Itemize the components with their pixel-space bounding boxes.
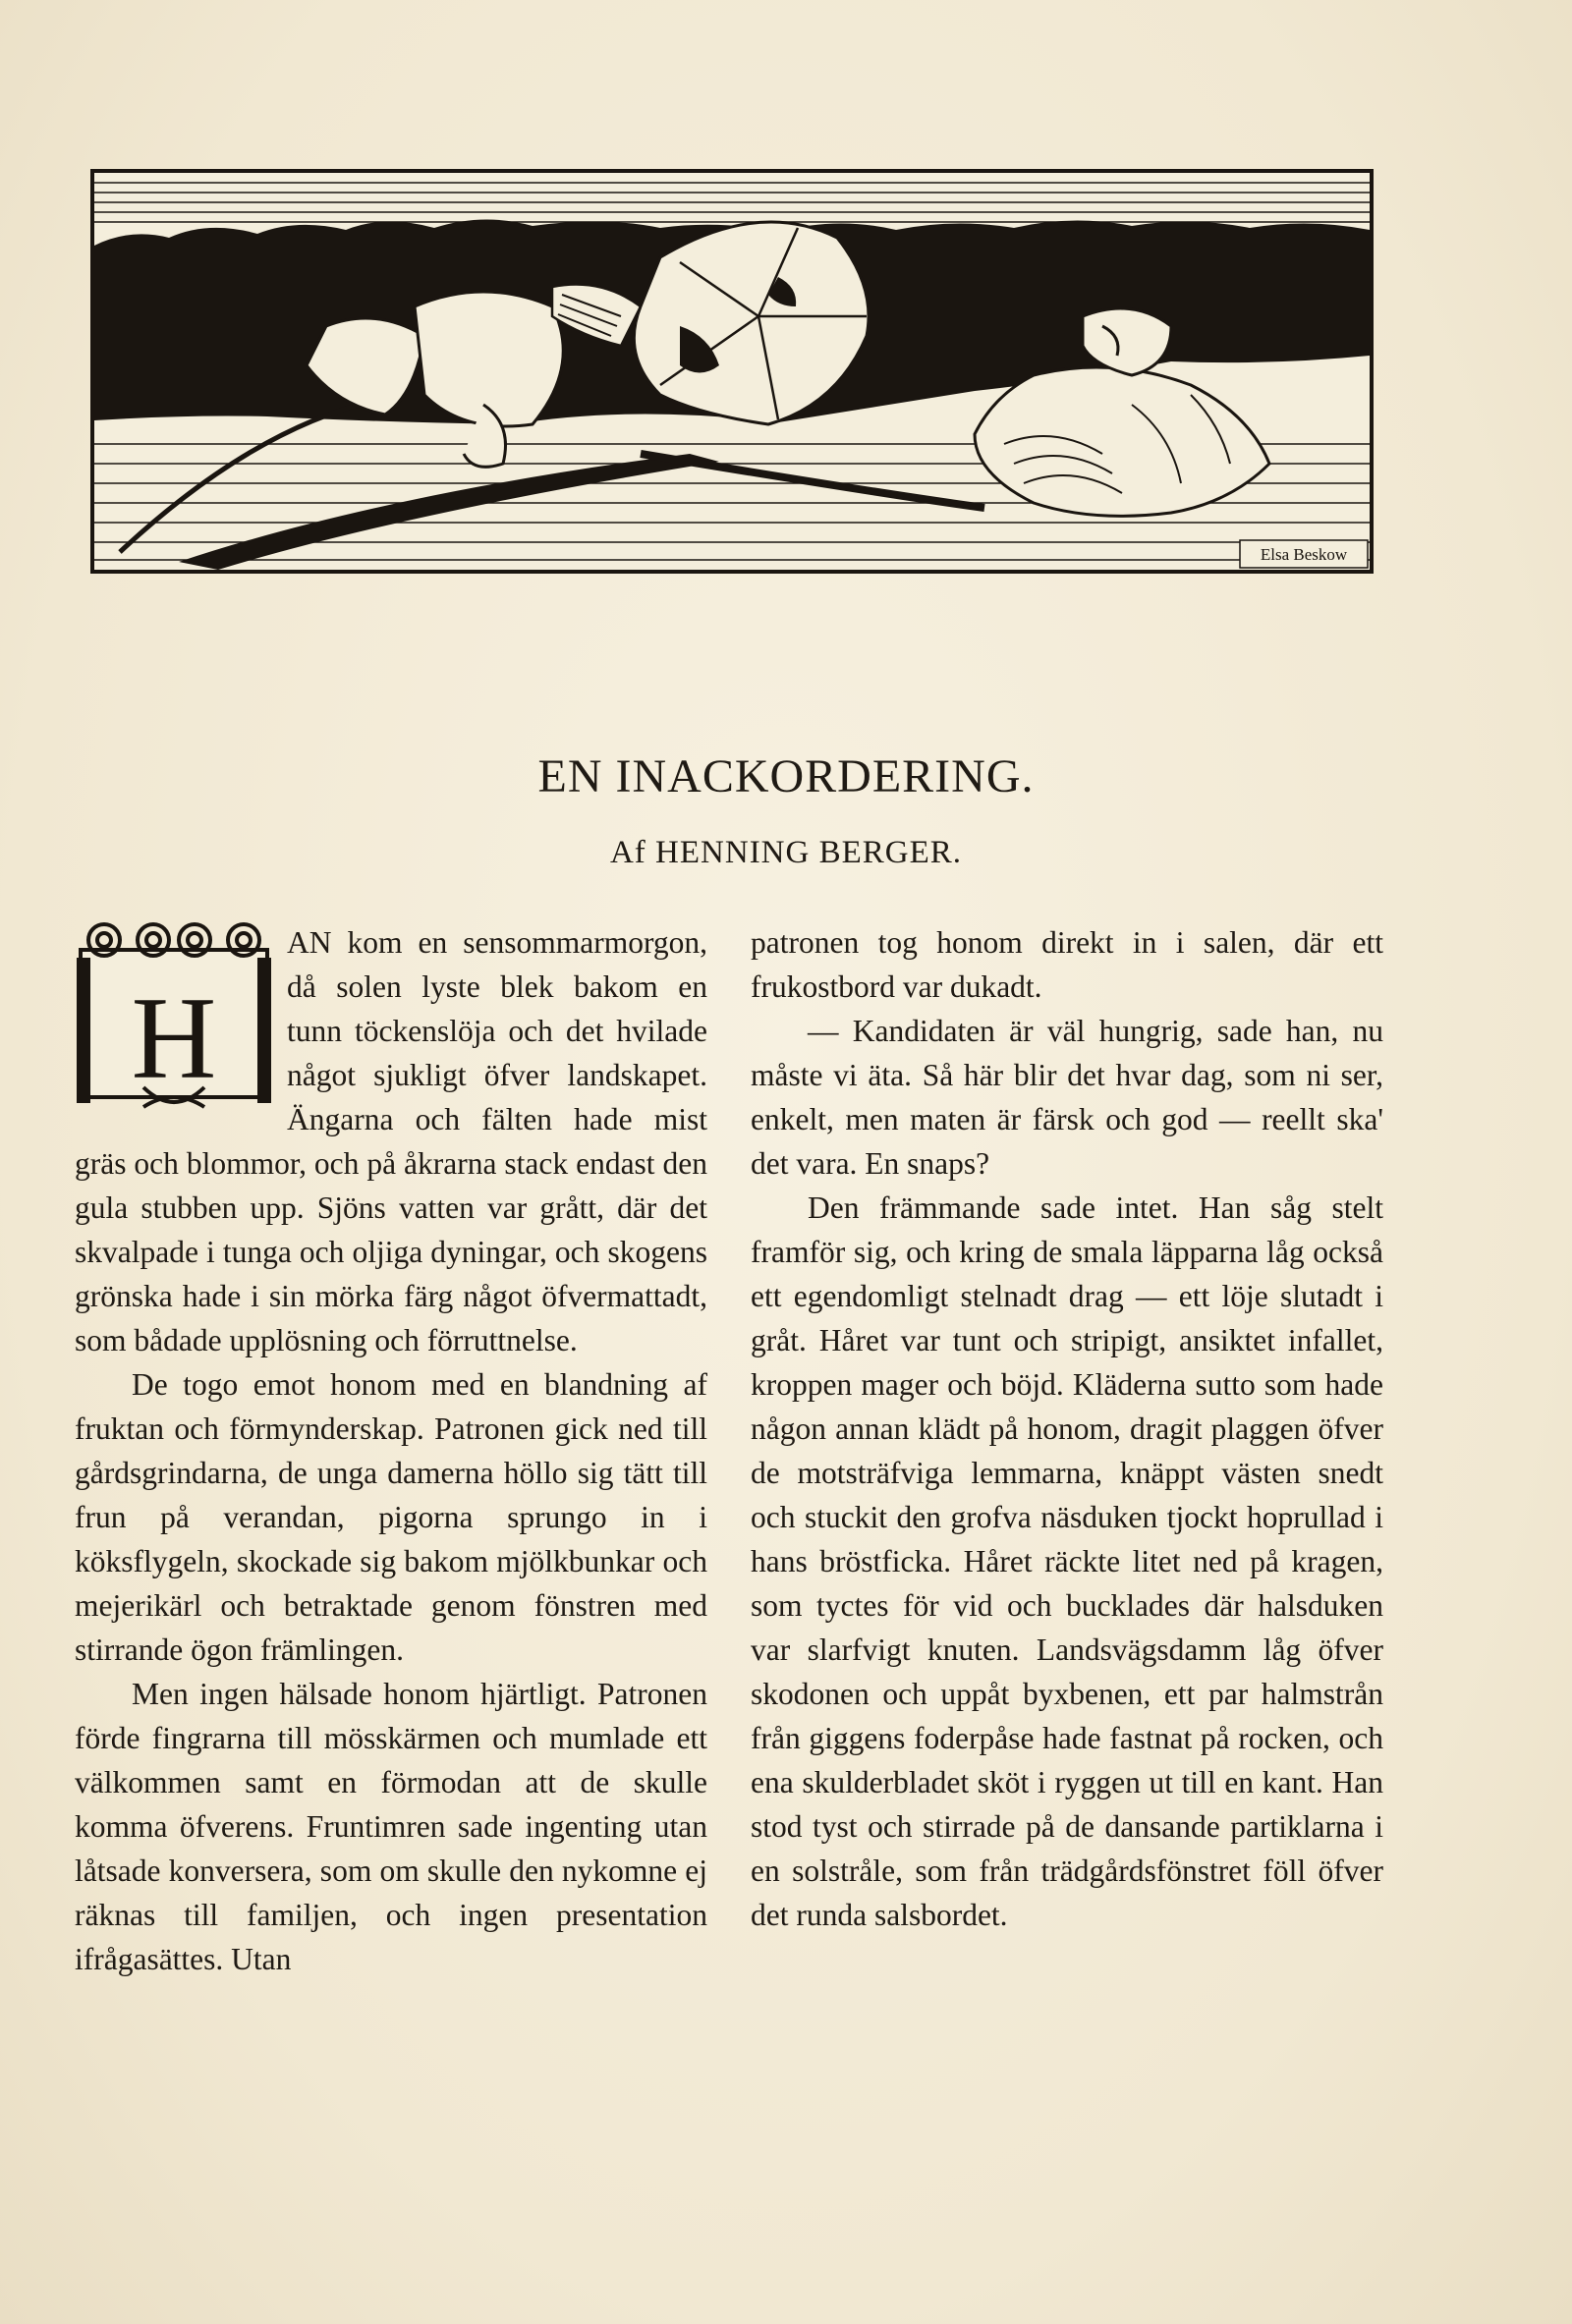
article-title: EN INACKORDERING.: [537, 750, 1035, 802]
article-byline: Af HENNING BERGER.: [609, 835, 963, 870]
drop-cap: [75, 920, 273, 1123]
left-paragraph-3: Men ingen hälsade honom hjärtligt. Patronen förde fingrarna till mösskärmen och mumlade ett välkommen samt en förmodan att de skulle komma öfverens. Fruntimren sade ingenting utan låtsade konversera, som om skulle den nykomne ej räknas till familjen, och ingen presentation ifrågasättes. Utan: [75, 1677, 707, 1976]
left-paragraph-1: AN kom en sensommarmorgon, då solen lyste blek bakom en tunn töckenslöja och det hvilade något sjukligt öfver landskapet. Ängarna och fälten hade mist gräs och blommor, och på åkrarna stack endast den gula stubben upp. Sjöns vatten var grått, där det skvalpade i tunga och oljiga dyningar, och skogens grönska hade i sin mörka färg något öfvermattadt, som bådade upplösning och förruttnelse.: [75, 925, 707, 1357]
right-column: [751, 920, 1383, 1937]
drop-cap-letter: H: [131, 972, 217, 1103]
right-paragraph-1: patronen tog honom direkt in i salen, där ett frukostbord var dukadt.: [751, 925, 1383, 1004]
header-illustration: [90, 169, 1374, 574]
right-paragraph-3: Den främmande sade intet. Han såg stelt framför sig, och kring de smala läpparna låg också ett egendomligt stelnadt drag — ett löje slutadt i gråt. Håret var tunt och stripigt, ansiktet infallet, kroppen mager och böjd. Kläderna sutto som hade någon annan klädt på honom, dragit plaggen öfver de motsträfviga lemmarna, knäppt västen snedt och stuckit den grofva näsduken tjockt hoprullad i hans bröstficka. Håret räckte litet ned på kragen, som tyctes för vid och bucklades där halsduken var slarfvigt knuten. Landsvägsdamm låg öfver skodonen och uppåt byxbenen, ett par halmstrån från giggens foderpåse hade fastnat på rocken, och ena skulderbladet sköt i ryggen ut till en kant. Han stod tyst och stirrade på de dansande partiklarna i en solstråle, som från trädgårdsfönstret föll öfver det runda salsbordet.: [751, 1190, 1383, 1932]
left-column: [75, 920, 707, 1981]
left-paragraph-2: De togo emot honom med en blandning af fruktan och förmynderskap. Patronen gick ned till gårdsgrindarna, de unga damerna höllo sig tätt till frun på verandan, pigorna sprungo in i köksflygeln, skockade sig bakom mjölkbunkar och mejerikärl och betraktade genom fönstren med stirrande ögon främlingen.: [75, 1367, 707, 1667]
illustration-signature: Elsa Beskow: [1260, 545, 1348, 564]
right-paragraph-2: — Kandidaten är väl hungrig, sade han, nu måste vi äta. Så här blir det hvar dag, som ni ser, enkelt, men maten är färsk och god — reellt ska' det vara. En snaps?: [751, 1014, 1383, 1181]
